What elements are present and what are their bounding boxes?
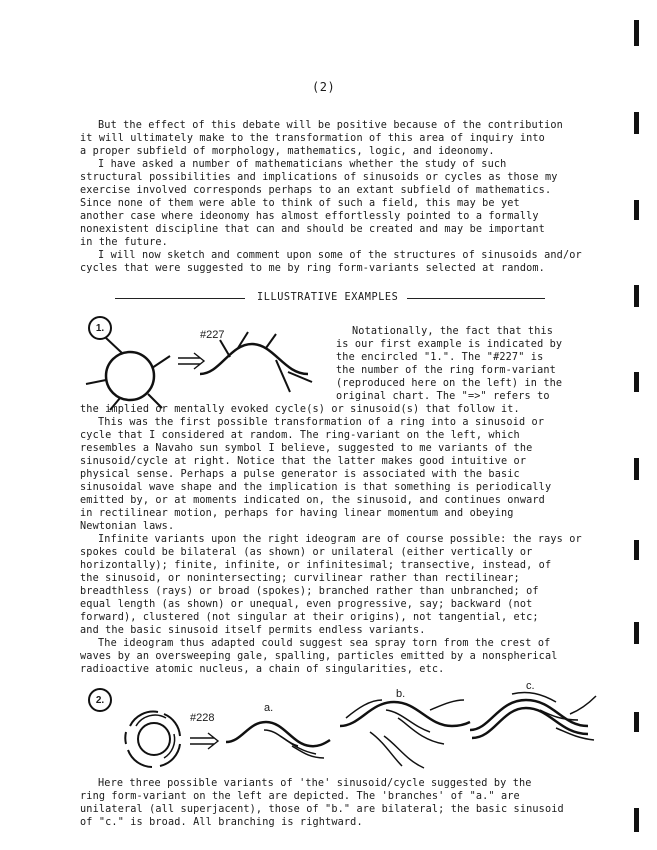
text-line: and the basic sinusoid itself permits endless variants. <box>80 625 426 636</box>
text-line: nonexistent discipline that can and should be created and may be important <box>80 224 545 235</box>
text-line: exercise involved corresponds perhaps to an extant subfield of mathematics. <box>80 185 552 196</box>
arrow-icon <box>190 732 220 750</box>
text-line: equal length (as shown) or unequal, even progressive, say; backward (not <box>80 599 533 610</box>
text-line: a proper subfield of morphology, mathematics, logic, and ideonomy. <box>80 146 495 157</box>
binding-mark <box>634 200 639 220</box>
text-line: the encircled "1.". The "#227" is <box>336 352 544 363</box>
text-line: structural possibilities and implications of sinusoids or cycles as those my <box>80 172 558 183</box>
text-line: (reproduced here on the left) in the <box>336 378 563 389</box>
text-line: waves by an oversweeping gale, spalling, particles emitted by a nonspherical <box>80 651 558 662</box>
text-line: Infinite variants upon the right ideogram are of course possible: the rays or <box>98 534 582 545</box>
text-line: another case where ideonomy has almost effortlessly pointed to a formally <box>80 211 539 222</box>
text-line: cycles that were suggested to me by ring form-variants selected at random. <box>80 263 545 274</box>
text-line: horizontally); finite, infinite, or infinitesimal; transective, instead, of <box>80 560 552 571</box>
text-line: spokes could be bilateral (as shown) or unilateral (either vertically or <box>80 547 533 558</box>
text-line: Notationally, the fact that this <box>352 326 554 337</box>
text-line: resembles a Navaho sun symbol I believe, suggested to me variants of the <box>80 443 533 454</box>
text-line: forward), clustered (not singular at their origins), not tangential, etc; <box>80 612 539 623</box>
text-line: the implied or mentally evoked cycle(s) or sinusoid(s) that follow it. <box>80 404 520 415</box>
text-line: Here three possible variants of 'the' sinusoid/cycle suggested by the <box>98 778 532 789</box>
variant-label-b: b. <box>396 688 406 700</box>
figure-label-227: #227 <box>200 329 225 341</box>
example-badge-2: 2. <box>88 688 112 712</box>
text-line: sinusoidal wave shape and the implication is that something is periodically <box>80 482 552 493</box>
binding-mark <box>634 622 639 644</box>
binding-mark <box>634 112 639 134</box>
sinusoid-with-rays-figure <box>200 332 320 402</box>
text-line: The ideogram thus adapted could suggest sea spray torn from the crest of <box>98 638 551 649</box>
text-line: is our first example is indicated by <box>336 339 563 350</box>
text-line: original chart. The "=>" refers to <box>336 391 550 402</box>
ring-variant-227-figure <box>92 338 172 410</box>
example-badge-1: 1. <box>88 316 112 340</box>
text-line: physical sense. Perhaps a pulse generator is associated with the basic <box>80 469 520 480</box>
heading-rule-left <box>115 298 245 299</box>
text-line: Since none of them were able to think of such a field, this may be yet <box>80 198 520 209</box>
text-line: radioactive atomic nucleus, a chain of singularities, etc. <box>80 664 445 675</box>
binding-mark <box>634 808 639 832</box>
text-line: breadthless (rays) or broad (spokes); branched rather than unbranched; of <box>80 586 539 597</box>
text-line: in rectilinear motion, perhaps for having linear momentum and obeying <box>80 508 514 519</box>
text-line: But the effect of this debate will be positive because of the contribution <box>98 120 563 131</box>
binding-mark <box>634 458 639 480</box>
variant-label-c: c. <box>526 680 535 692</box>
binding-mark <box>634 285 639 307</box>
text-line: cycle that I considered at random. The ring-variant on the left, which <box>80 430 520 441</box>
binding-mark <box>634 540 639 560</box>
heading-rule-right <box>407 298 545 299</box>
binding-mark <box>634 712 639 732</box>
ring-variant-228-figure <box>118 706 188 772</box>
text-line: I have asked a number of mathematicians whether the study of such <box>98 159 507 170</box>
text-line: in the future. <box>80 237 168 248</box>
text-line: unilateral (all superjacent), those of "b." are bilateral; the basic sinusoid <box>80 804 564 815</box>
text-line: ring form-variant on the left are depicted. The 'branches' of "a." are <box>80 791 520 802</box>
text-line: This was the first possible transformation of a ring into a sinusoid or <box>98 417 545 428</box>
variant-label-a: a. <box>264 702 274 714</box>
text-line: sinusoid/cycle at right. Notice that the latter makes good intuitive or <box>80 456 527 467</box>
binding-mark <box>634 20 639 46</box>
text-line: Newtonian laws. <box>80 521 175 532</box>
text-line: of "c." is broad. All branching is rightward. <box>80 817 363 828</box>
section-heading: ILLUSTRATIVE EXAMPLES <box>257 292 399 303</box>
text-line: I will now sketch and comment upon some of the structures of sinusoids and/or <box>98 250 582 261</box>
binding-mark <box>634 372 639 392</box>
sinusoid-variant-a-figure <box>226 712 330 762</box>
text-line: the number of the ring form-variant <box>336 365 556 376</box>
text-line: the sinusoid, or nonintersecting; curvilinear rather than rectilinear; <box>80 573 520 584</box>
text-line: emitted by, or at moments indicated on, the sinusoid, and continues onward <box>80 495 545 506</box>
sinusoid-variant-b-figure <box>340 696 470 772</box>
sinusoid-variant-c-figure <box>470 690 598 746</box>
text-line: it will ultimately make to the transformation of this area of inquiry into <box>80 133 545 144</box>
page-number: (2) <box>312 80 336 94</box>
figure-label-228: #228 <box>190 712 215 724</box>
